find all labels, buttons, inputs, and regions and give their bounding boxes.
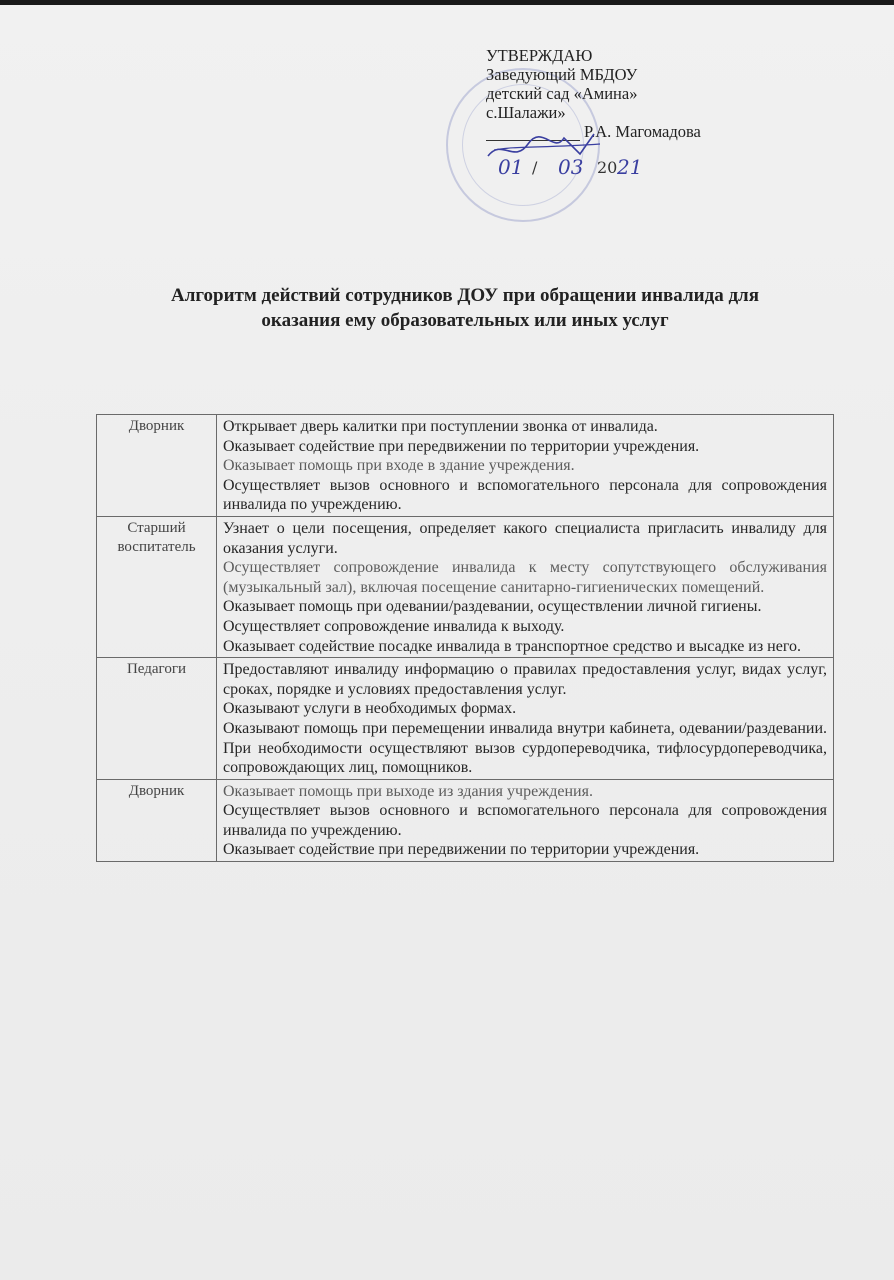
actions-cell [217,516,834,657]
action-item: Оказывает помощь при одевании/раздевании, осуществлении личной гигиены. [223,598,762,616]
actions-cell [217,658,834,780]
action-item: Открывает дверь калитки при поступлении звонка от инвалида. [223,418,658,435]
action-item: Предоставляют инвалиду информацию о правилах предоставления услуг, видах услуг, сроках, порядке и условиях предоставления услуг. [223,661,827,698]
algorithm-table [96,414,834,862]
date-month: 03 [558,155,584,179]
role-cell: Старший воспитатель [97,516,217,657]
role-cell: Дворник [97,415,217,517]
action-item: Узнает о цели посещения, определяет какого специалиста пригласить инвалиду для оказания услуги. [223,519,827,557]
approval-heading: УТВЕРЖДАЮ [486,46,593,65]
table-row [97,779,834,861]
document-title [100,283,830,333]
date-year: 21 [617,155,643,179]
action-item: Оказывает содействие посадке инвалида в транспортное средство и высадке из него. [223,637,802,655]
date-day: 01 [498,155,524,179]
action-item: Оказывает помощь при выходе из здания учреждения. [223,782,593,800]
actions-cell [217,415,834,517]
table-row [97,516,834,657]
action-item: Осуществляет вызов основного и вспомогательного персонала для сопровождения инвалида по учреждению. [223,802,827,839]
approval-organization: детский сад «Амина» [486,84,638,103]
role-cell: Дворник [97,779,217,861]
title-line-1: Алгоритм действий сотрудников ДОУ при обращении инвалида для [170,285,759,306]
action-item: Оказывает помощь при входе в здание учреждения. [223,457,575,475]
action-item: Осуществляет сопровождение инвалида к месту сопутствующего обслуживания (музыкальный зал), включая посещение санитарно-гигиенических помещений. [223,559,827,596]
head-name: Р.А. Магомадова [584,122,701,141]
action-item: Осуществляет сопровождение инвалида к выходу. [223,617,565,635]
approval-village: с.Шалажи» [486,103,566,122]
role-cell: Педагоги [97,658,217,780]
action-item: Оказывает содействие при передвижении по территории учреждения. [223,841,700,859]
action-item: Оказывают помощь при перемещении инвалида внутри кабинета, одевании/раздевании. При необходимости осуществляют вызов сурдопереводчика, тифлосурдопереводчика, сопровождающих лиц, помощников. [223,719,827,777]
date-separator: / [532,158,538,177]
action-item: Оказывают услуги в необходимых формах. [223,700,517,718]
actions-cell [217,779,834,861]
approval-position: Заведующий МБДОУ [486,65,638,84]
table-row [97,658,834,780]
action-item: Осуществляет вызов основного и вспомогательного персонала для сопровождения инвалида по учреждению. [223,476,827,514]
scan-edge [0,0,894,5]
date-century: 20 [597,158,618,177]
action-item: Оказывает содействие при передвижении по территории учреждения. [223,437,700,455]
title-line-2: оказания ему образовательных или иных услуг [261,310,669,331]
table-row [97,415,834,517]
